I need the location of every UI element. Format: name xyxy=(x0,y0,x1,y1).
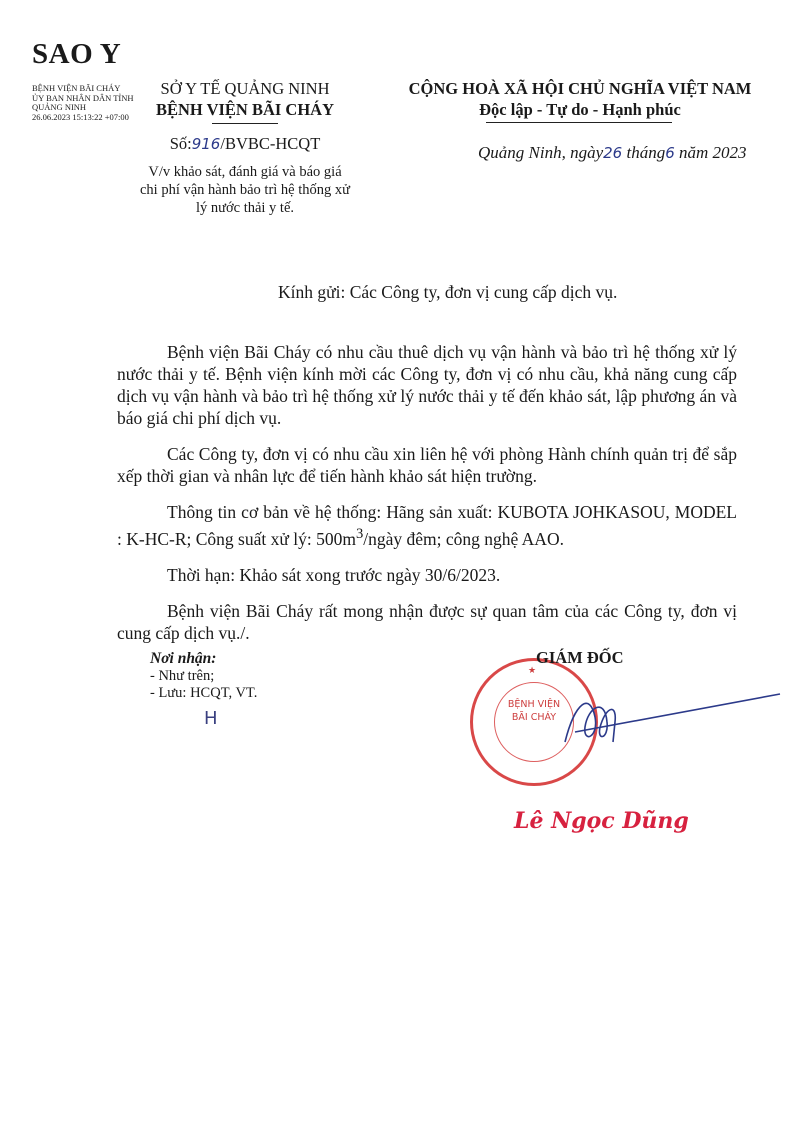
national-motto: Độc lập - Tự do - Hạnh phúc xyxy=(479,100,681,119)
letter-body xyxy=(117,341,737,658)
nation-title: CỘNG HOÀ XÃ HỘI CHỦ NGHĨA VIỆT NAM xyxy=(408,79,752,98)
document-number xyxy=(140,134,350,154)
date-place: Quảng Ninh, ngày xyxy=(478,143,604,162)
signer-name: Lê Ngọc Dũng xyxy=(514,808,689,834)
digital-signature-line: BỆNH VIỆN BÃI CHÁY xyxy=(32,83,121,93)
doc-number-suffix: /BVBC-HCQT xyxy=(220,134,321,153)
recipient-line: - Lưu: HCQT, VT. xyxy=(150,685,258,701)
parent-organization: SỞ Y TẾ QUẢNG NINH xyxy=(160,79,330,98)
handwritten-signature xyxy=(555,682,785,772)
recipients-title: Nơi nhận: xyxy=(150,650,217,667)
date-day-handwritten: 26 xyxy=(603,144,623,162)
unit-superscript: 3 xyxy=(355,526,364,542)
body-paragraph-closing: Bệnh viện Bãi Cháy rất mong nhận được sự quan tâm của các Công ty, đơn vị cung cấp dịch vụ./. xyxy=(117,600,737,643)
org-underline xyxy=(212,123,278,124)
body-paragraph: Các Công ty, đơn vị có nhu cầu xin liên hệ với phòng Hành chính quản trị để sắp xếp thời gian và nhân lực để tiến hành khảo sát hiện trường. xyxy=(117,444,737,486)
greeting: Kính gửi: Các Công ty, đơn vị cung cấp dịch vụ. xyxy=(278,282,618,302)
date-month-handwritten: 6 xyxy=(665,144,675,162)
handwritten-initials: H xyxy=(204,708,218,729)
seal-text-line: BỆNH VIỆN xyxy=(507,699,561,710)
document-subject: V/v khảo sát, đánh giá và báo giá chi phí vận hành bảo trì hệ thống xử lý nước thải y tế. xyxy=(140,164,351,216)
digital-signature-timestamp: 26.06.2023 15:13:22 +07:00 xyxy=(32,111,129,122)
system-info-text: Thông tin cơ bản về hệ thống: Hãng sản xuất: KUBOTA JOHKASOU, MODEL : K-HC-R; Công suất xử lý: 500m xyxy=(117,502,737,549)
date-year: năm 2023 xyxy=(674,143,747,162)
copy-mark: SAO Y xyxy=(32,38,122,70)
doc-number-prefix: Số: xyxy=(169,134,192,153)
body-paragraph-system-info xyxy=(117,501,737,550)
doc-number-handwritten: 916 xyxy=(191,135,221,153)
national-header xyxy=(380,78,780,120)
issuing-organization xyxy=(140,78,350,120)
signer-position: GIÁM ĐỐC xyxy=(536,648,624,667)
motto-underline xyxy=(486,122,672,123)
recipients-block xyxy=(150,650,257,702)
recipient-line: - Như trên; xyxy=(150,668,215,684)
body-paragraph-deadline: Thời hạn: Khảo sát xong trước ngày 30/6/2023. xyxy=(167,564,501,585)
system-info-text-end: /ngày đêm; công nghệ AAO. xyxy=(363,528,564,549)
seal-text-line: BÃI CHÁY xyxy=(511,712,557,723)
date-line xyxy=(478,143,747,163)
body-paragraph: Bệnh viện Bãi Cháy có nhu cầu thuê dịch vụ vận hành và bảo trì hệ thống xử lý nước thải y tế. Bệnh viện kính mời các Công ty, đơn vị có nhu cầu, khả năng cung cấp dịch vụ vận hành và bảo trì hệ thống xử lý nước thải y tế đến khảo sát, lập phương án và báo giá chi phí dịch vụ. xyxy=(117,342,737,428)
digital-signature-line: ỦY BAN NHÂN DÂN TỈNH QUẢNG NINH xyxy=(32,92,134,112)
organization-name: BỆNH VIỆN BÃI CHÁY xyxy=(155,100,335,119)
date-month-label: tháng xyxy=(622,143,666,162)
digital-signature-info xyxy=(32,84,142,122)
seal-star-icon: ★ xyxy=(528,666,537,676)
